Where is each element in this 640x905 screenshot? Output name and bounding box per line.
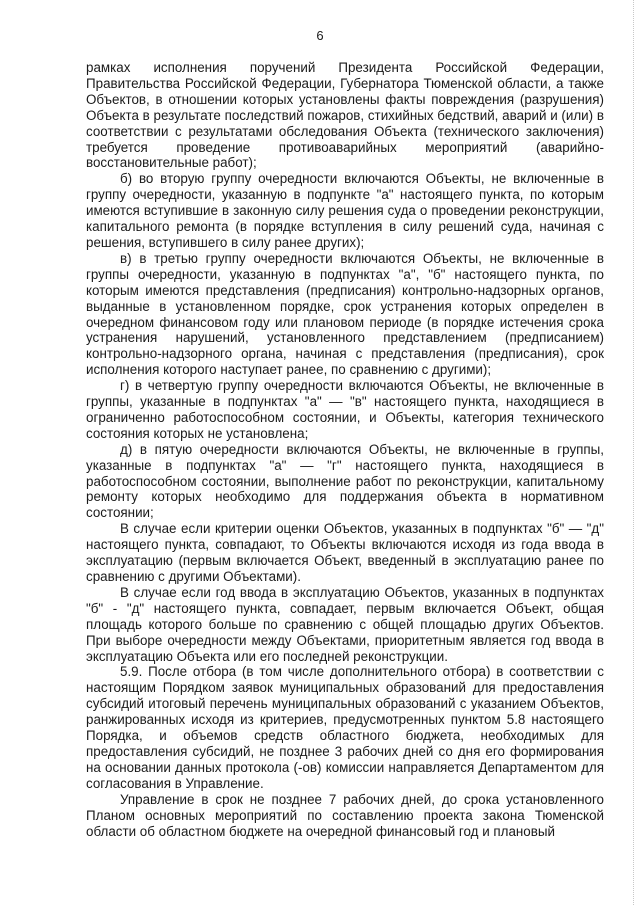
paragraph-5-9: 5.9. После отбора (в том числе дополнительного отбора) в соответствии с настоящим Порядком заявок муниципальных образований для предоставления субсидий итоговый перечень муниципальных образований с указанием Объектов, ранжированных исходя из критериев, предусмотренных пунктом 5.8 настоящего Порядка, и объемов средств областного бюджета, необходимых для предоставления субсидий, не позднее 3 рабочих дней со дня его формирования на основании данных протокола (-ов) комиссии направляется Департаментом для согласования в Управление. — [86, 664, 604, 791]
paragraph-item-v: в) в третью группу очередности включаются Объекты, не включенные в группы очередности, указанную в подпунктах "а", "б" настоящего пункта, по которым имеются представления (предписания) контрольно-надзорных органов, выданные в установленном порядке, срок устранения которых определен в очередном финансовом году или плановом периоде (в порядке истечения срока устранения нарушений, установленного представлением (предписанием) контрольно-надзорного органа, начиная с представления (предписания), срок исполнения которого наступает ранее, по сравнению с другими); — [86, 250, 604, 378]
scan-margin-mark — [632, 0, 634, 905]
document-body — [86, 60, 604, 839]
paragraph-item-b: б) во вторую группу очередности включаются Объекты, не включенные в группу очередности, указанную в подпункте "а" настоящего пункта, по которым имеются вступившие в законную силу решения суда о проведении реконструкции, капитального ремонта (в порядке вступления в силу решений суда, начиная с решения, вступившего в силу ранее других); — [86, 171, 604, 250]
paragraph-management: Управление в срок не позднее 7 рабочих дней, до срока установленного Планом основных мероприятий по составлению проекта закона Тюменской области об областном бюджете на очередной финансовый год и плановый — [86, 791, 604, 839]
paragraph-item-g: г) в четвертую группу очередности включаются Объекты, не включенные в группы, указанные в подпунктах "а" — "в" настоящего пункта, находящиеся в ограниченно работоспособном состоянии, и Объекты, категория технического состояния которых не установлена; — [86, 378, 604, 441]
paragraph-criteria-tie: В случае если критерии оценки Объектов, указанных в подпунктах "б" — "д" настоящего пункта, совпадают, то Объекты включаются исходя из года ввода в эксплуатацию (первым включается Объект, введенный в эксплуатацию ранее по сравнению с другими Объектами). — [86, 521, 604, 584]
page-number: 6 — [316, 28, 324, 43]
paragraph-continuation: рамках исполнения поручений Президента Российской Федерации, Правительства Российской Федерации, Губернатора Тюменской области, а также Объектов, в отношении которых установлены факты повреждения (разрушения) Объекта в результате последствий пожаров, стихийных бедствий, аварий и (или) в соответствии с результатами обследования Объекта (технического заключения) требуется проведение противоаварийных мероприятий (аварийно-восстановительные работ); — [86, 60, 604, 171]
paragraph-year-tie: В случае если год ввода в эксплуатацию Объектов, указанных в подпунктах "б" - "д" настоящего пункта, совпадает, первым включается Объект, общая площадь которого больше по сравнению с общей площадью других Объектов. При выборе очередности между Объектами, приоритетным является год ввода в эксплуатацию Объекта или его последней реконструкции. — [86, 584, 604, 664]
paragraph-item-d: д) в пятую очередности включаются Объекты, не включенные в группы, указанные в подпунктах "а" — "г" настоящего пункта, находящиеся в работоспособном состоянии, выполнение работ по реконструкции, капитальному ремонту которых необходимо для поддержания объекта в нормативном состоянии; — [86, 441, 604, 521]
